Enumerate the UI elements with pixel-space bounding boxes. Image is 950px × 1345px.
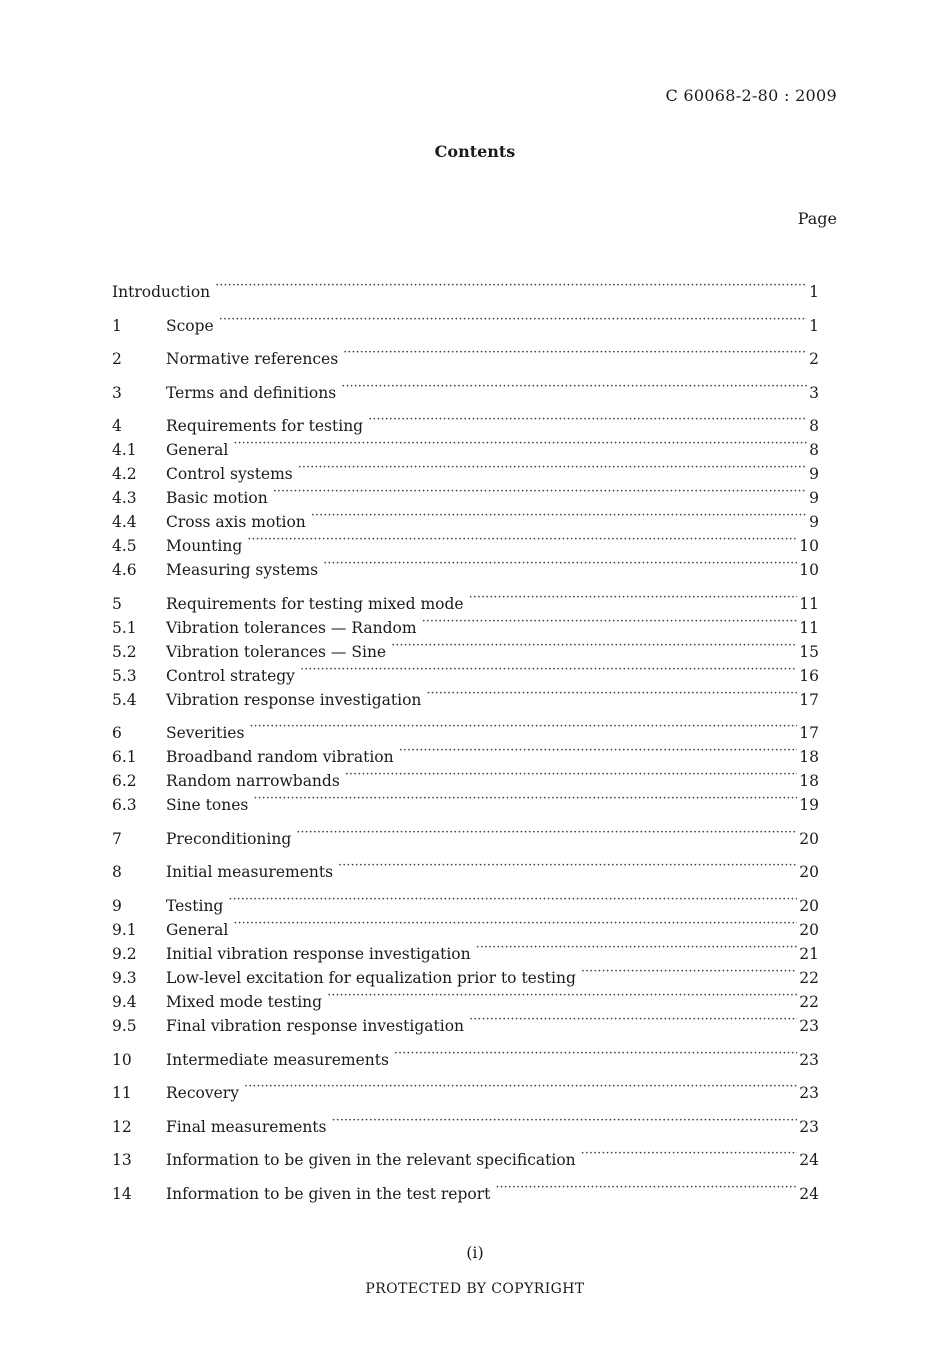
dot-leader <box>298 457 807 479</box>
toc-entry-number: 7 <box>112 830 122 848</box>
toc-entry-title: Vibration tolerances — Sine <box>166 643 387 661</box>
toc-entry-title: Broadband random vibration <box>166 748 394 766</box>
dot-leader <box>233 433 807 455</box>
dot-leader <box>332 1110 798 1132</box>
dot-leader <box>296 822 797 844</box>
toc-entry-title: Recovery <box>166 1084 239 1102</box>
page-column-heading: Page <box>797 209 837 228</box>
toc-entry-page: 23 <box>799 1118 819 1136</box>
dot-leader <box>581 961 797 983</box>
toc-entry-number: 10 <box>112 1051 132 1069</box>
toc-entry[interactable] <box>112 740 819 766</box>
dot-leader <box>300 659 797 681</box>
toc-entry-page: 16 <box>799 667 819 685</box>
toc-entry-title: Scope <box>166 317 214 335</box>
toc-entry-title: Normative references <box>166 350 339 368</box>
dot-leader <box>253 788 797 810</box>
toc-entry-page: 24 <box>799 1151 819 1169</box>
dot-leader <box>311 505 807 527</box>
toc-entry-title: Introduction <box>112 283 211 301</box>
toc-entry[interactable] <box>112 1076 819 1102</box>
toc-entry-title: Information to be given in the relevant specification <box>166 1151 576 1169</box>
toc-entry-number: 5.1 <box>112 619 137 637</box>
toc-entry-title: Requirements for testing mixed mode <box>166 595 464 613</box>
toc-entry-page: 9 <box>809 489 819 507</box>
toc-entry-number: 4.1 <box>112 441 137 459</box>
toc-entry-page: 20 <box>799 863 819 881</box>
toc-entry-page: 18 <box>799 772 819 790</box>
toc-entry-number: 9.1 <box>112 921 137 939</box>
toc-entry-page: 22 <box>799 993 819 1011</box>
toc-entry-page: 9 <box>809 465 819 483</box>
toc-entry-title: Initial vibration response investigation <box>166 945 471 963</box>
toc-entry-title: Vibration response investigation <box>166 691 422 709</box>
toc-entry-number: 4.5 <box>112 537 137 555</box>
toc-entry-number: 13 <box>112 1151 132 1169</box>
toc-entry-title: Intermediate measurements <box>166 1051 389 1069</box>
toc-entry[interactable] <box>112 855 819 881</box>
toc-entry-page: 22 <box>799 969 819 987</box>
toc-entry-number: 6.3 <box>112 796 137 814</box>
toc-entry-title: Information to be given in the test report <box>166 1185 491 1203</box>
dot-leader <box>399 740 798 762</box>
toc-entry-page: 19 <box>799 796 819 814</box>
document-id: C 60068-2-80 : 2009 <box>665 86 837 105</box>
toc-entry-title: Final measurements <box>166 1118 327 1136</box>
toc-entry-page: 10 <box>799 537 819 555</box>
dot-leader <box>581 1143 798 1165</box>
toc-entry-title: Mounting <box>166 537 243 555</box>
toc-entry[interactable] <box>112 764 819 790</box>
toc-entry-number: 9 <box>112 897 122 915</box>
toc-entry-number: 5.3 <box>112 667 137 685</box>
table-of-contents <box>112 0 819 1345</box>
toc-entry-title: Basic motion <box>166 489 268 507</box>
page-folio: (i) <box>466 1243 484 1262</box>
dot-leader <box>233 913 797 935</box>
dot-leader <box>273 481 807 503</box>
toc-entry-number: 9.2 <box>112 945 137 963</box>
toc-entry-number: 14 <box>112 1185 132 1203</box>
toc-entry-page: 8 <box>809 417 819 435</box>
toc-entry[interactable] <box>112 635 819 661</box>
toc-entry[interactable] <box>112 342 819 368</box>
toc-entry-title: Testing <box>166 897 224 915</box>
toc-entry-number: 9.4 <box>112 993 137 1011</box>
toc-entry[interactable] <box>112 1110 819 1136</box>
toc-entry-page: 9 <box>809 513 819 531</box>
toc-entry-title: Final vibration response investigation <box>166 1017 465 1035</box>
toc-entry[interactable] <box>112 937 819 963</box>
toc-entry-number: 11 <box>112 1084 132 1102</box>
dot-leader <box>391 635 797 657</box>
toc-entry-number: 4.4 <box>112 513 137 531</box>
toc-entry-title: Measuring systems <box>166 561 319 579</box>
toc-entry-title: Low-level excitation for equalization prior to testing <box>166 969 576 987</box>
toc-entry[interactable] <box>112 961 819 987</box>
toc-entry[interactable] <box>112 913 819 939</box>
toc-entry-number: 9.3 <box>112 969 137 987</box>
toc-entry-page: 10 <box>799 561 819 579</box>
toc-entry[interactable] <box>112 788 819 814</box>
page-title: Contents <box>434 142 516 161</box>
toc-entry-title: Terms and definitions <box>166 384 337 402</box>
toc-entry-page: 2 <box>809 350 819 368</box>
toc-entry-page: 21 <box>799 945 819 963</box>
toc-entry[interactable] <box>112 376 819 402</box>
dot-leader <box>343 342 807 364</box>
toc-entry[interactable] <box>112 1009 819 1035</box>
toc-entry[interactable] <box>112 889 819 915</box>
toc-entry[interactable] <box>112 587 819 613</box>
toc-entry[interactable] <box>112 659 819 685</box>
toc-entry-title: General <box>166 441 229 459</box>
dot-leader <box>341 376 807 398</box>
toc-entry-number: 2 <box>112 350 122 368</box>
toc-entry[interactable] <box>112 433 819 459</box>
toc-entry-title: Control strategy <box>166 667 295 685</box>
toc-entry-number: 9.5 <box>112 1017 137 1035</box>
dot-leader <box>495 1177 797 1199</box>
toc-entry[interactable] <box>112 985 819 1011</box>
toc-entry-number: 5.4 <box>112 691 137 709</box>
toc-entry-number: 4.3 <box>112 489 137 507</box>
toc-entry-number: 5 <box>112 595 122 613</box>
toc-entry-page: 11 <box>799 619 819 637</box>
dot-leader <box>394 1043 797 1065</box>
toc-entry[interactable] <box>112 822 819 848</box>
toc-entry-title: Initial measurements <box>166 863 334 881</box>
toc-entry[interactable] <box>112 409 819 435</box>
toc-entry-number: 6.1 <box>112 748 137 766</box>
toc-entry[interactable] <box>112 683 819 709</box>
toc-entry-page: 23 <box>799 1051 819 1069</box>
toc-entry-title: Sine tones <box>166 796 249 814</box>
dot-leader <box>323 553 797 575</box>
toc-entry-title: Mixed mode testing <box>166 993 323 1011</box>
toc-entry-page: 23 <box>799 1084 819 1102</box>
toc-entry-number: 6.2 <box>112 772 137 790</box>
toc-entry-title: Control systems <box>166 465 293 483</box>
toc-entry[interactable] <box>112 275 819 301</box>
dot-leader <box>426 683 797 705</box>
toc-entry[interactable] <box>112 716 819 742</box>
toc-entry-number: 12 <box>112 1118 132 1136</box>
toc-entry-page: 11 <box>799 595 819 613</box>
dot-leader <box>422 611 798 633</box>
dot-leader <box>249 716 797 738</box>
toc-entry-page: 1 <box>809 283 819 301</box>
toc-entry-page: 8 <box>809 441 819 459</box>
toc-entry[interactable] <box>112 1043 819 1069</box>
toc-entry[interactable] <box>112 457 819 483</box>
toc-entry[interactable] <box>112 505 819 531</box>
toc-entry-page: 15 <box>799 643 819 661</box>
dot-leader <box>338 855 797 877</box>
toc-entry-page: 20 <box>799 830 819 848</box>
toc-entry-page: 24 <box>799 1185 819 1203</box>
dot-leader <box>247 529 797 551</box>
toc-entry-title: Random narrowbands <box>166 772 340 790</box>
toc-entry-page: 17 <box>799 691 819 709</box>
dot-leader <box>215 275 807 297</box>
toc-entry-page: 18 <box>799 748 819 766</box>
dot-leader <box>228 889 797 911</box>
dot-leader <box>476 937 798 959</box>
dot-leader <box>368 409 807 431</box>
toc-entry-title: General <box>166 921 229 939</box>
toc-entry[interactable] <box>112 529 819 555</box>
copyright-notice: PROTECTED BY COPYRIGHT <box>365 1281 585 1297</box>
toc-entry-title: Severities <box>166 724 245 742</box>
dot-leader <box>469 1009 797 1031</box>
toc-entry[interactable] <box>112 1177 819 1203</box>
toc-entry-title: Cross axis motion <box>166 513 306 531</box>
toc-entry-number: 8 <box>112 863 122 881</box>
toc-entry-number: 4.2 <box>112 465 137 483</box>
dot-leader <box>219 309 807 331</box>
toc-entry[interactable] <box>112 553 819 579</box>
dot-leader <box>469 587 798 609</box>
toc-entry-number: 4 <box>112 417 122 435</box>
toc-entry-page: 17 <box>799 724 819 742</box>
toc-entry-title: Vibration tolerances — Random <box>166 619 417 637</box>
dot-leader <box>244 1076 797 1098</box>
toc-entry-number: 1 <box>112 317 122 335</box>
toc-entry-number: 4.6 <box>112 561 137 579</box>
toc-entry-page: 23 <box>799 1017 819 1035</box>
toc-entry[interactable] <box>112 1143 819 1169</box>
toc-entry-title: Preconditioning <box>166 830 292 848</box>
toc-entry-page: 20 <box>799 921 819 939</box>
toc-entry-number: 5.2 <box>112 643 137 661</box>
dot-leader <box>345 764 797 786</box>
toc-entry-number: 6 <box>112 724 122 742</box>
dot-leader <box>327 985 797 1007</box>
toc-entry-page: 3 <box>809 384 819 402</box>
toc-entry-page: 20 <box>799 897 819 915</box>
toc-entry[interactable] <box>112 611 819 637</box>
toc-entry-title: Requirements for testing <box>166 417 364 435</box>
toc-entry-page: 1 <box>809 317 819 335</box>
toc-entry-number: 3 <box>112 384 122 402</box>
toc-entry[interactable] <box>112 309 819 335</box>
toc-entry[interactable] <box>112 481 819 507</box>
